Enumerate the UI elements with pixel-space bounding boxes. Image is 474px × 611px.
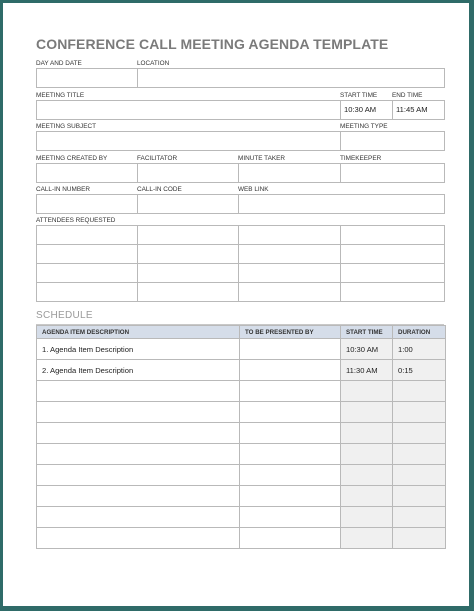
table-row — [37, 360, 446, 381]
agenda-item-description-cell[interactable]: 2. Agenda Item Description — [37, 360, 240, 381]
row-divider — [37, 263, 444, 264]
agenda-item-description-cell[interactable] — [37, 402, 240, 423]
column-divider — [340, 101, 341, 119]
duration-cell[interactable]: 1:00 — [393, 339, 446, 360]
call-in-code-label: CALL-IN CODE — [137, 186, 182, 193]
start-time-cell[interactable] — [341, 528, 393, 549]
table-row — [37, 507, 446, 528]
table-row — [37, 486, 446, 507]
duration-cell[interactable] — [393, 423, 446, 444]
presenter-cell[interactable] — [240, 360, 341, 381]
agenda-item-description-header: AGENDA ITEM DESCRIPTION — [37, 326, 240, 339]
agenda-item-description-cell[interactable] — [37, 528, 240, 549]
web-link-label: WEB LINK — [238, 186, 269, 193]
presenter-cell[interactable] — [240, 507, 341, 528]
meeting-title-label: MEETING TITLE — [36, 92, 85, 99]
row-divider — [37, 244, 444, 245]
table-row — [37, 423, 446, 444]
table-row — [37, 444, 446, 465]
presenter-cell[interactable] — [240, 339, 341, 360]
meeting-type-label: MEETING TYPE — [340, 123, 388, 130]
web-link-field[interactable] — [239, 195, 444, 213]
meeting-subject-label: MEETING SUBJECT — [36, 123, 97, 130]
duration-cell[interactable] — [393, 486, 446, 507]
minute-taker-label: MINUTE TAKER — [238, 155, 285, 162]
agenda-item-description-cell[interactable] — [37, 465, 240, 486]
to-be-presented-by-header: TO BE PRESENTED BY — [240, 326, 341, 339]
end-time-value[interactable]: 11:45 AM — [396, 105, 428, 114]
table-row — [37, 402, 446, 423]
agenda-item-description-cell[interactable] — [37, 507, 240, 528]
duration-cell[interactable] — [393, 402, 446, 423]
start-time-cell[interactable] — [341, 465, 393, 486]
start-time-cell[interactable] — [341, 507, 393, 528]
start-time-label: START TIME — [340, 92, 378, 99]
schedule-title: SCHEDULE — [36, 310, 93, 321]
table-row — [37, 528, 446, 549]
start-time-value[interactable]: 10:30 AM — [344, 105, 377, 114]
presenter-cell[interactable] — [240, 381, 341, 402]
start-time-cell[interactable]: 10:30 AM — [341, 339, 393, 360]
duration-cell[interactable]: 0:15 — [393, 360, 446, 381]
presenter-cell[interactable] — [240, 444, 341, 465]
presenter-cell[interactable] — [240, 528, 341, 549]
agenda-item-description-cell[interactable]: 1. Agenda Item Description — [37, 339, 240, 360]
schedule-header-row — [37, 326, 446, 339]
presenter-cell[interactable] — [240, 402, 341, 423]
day-and-date-field[interactable] — [37, 69, 137, 87]
agenda-item-description-cell[interactable] — [37, 444, 240, 465]
start-time-cell[interactable] — [341, 402, 393, 423]
meeting-subject-field[interactable] — [37, 132, 339, 150]
row-divider — [37, 282, 444, 283]
call-in-number-field[interactable] — [37, 195, 137, 213]
attendees-grid[interactable] — [36, 225, 445, 302]
meeting-title-field[interactable] — [37, 101, 339, 119]
agenda-item-description-cell[interactable] — [37, 381, 240, 402]
timekeeper-label: TIMEKEEPER — [340, 155, 382, 162]
schedule-table — [36, 325, 446, 549]
start-time-cell[interactable] — [341, 423, 393, 444]
call-in-number-label: CALL-IN NUMBER — [36, 186, 90, 193]
start-time-cell[interactable] — [341, 444, 393, 465]
timekeeper-field[interactable] — [341, 164, 444, 182]
location-field[interactable] — [138, 69, 444, 87]
facilitator-field[interactable] — [138, 164, 238, 182]
agenda-item-description-cell[interactable] — [37, 423, 240, 444]
column-divider — [392, 101, 393, 119]
start-time-header: START TIME — [341, 326, 393, 339]
start-time-cell[interactable] — [341, 381, 393, 402]
duration-cell[interactable] — [393, 381, 446, 402]
minute-taker-field[interactable] — [239, 164, 339, 182]
end-time-label: END TIME — [392, 92, 423, 99]
document-title: CONFERENCE CALL MEETING AGENDA TEMPLATE — [36, 36, 389, 52]
start-time-cell[interactable] — [341, 486, 393, 507]
table-row — [37, 381, 446, 402]
facilitator-label: FACILITATOR — [137, 155, 178, 162]
duration-cell[interactable] — [393, 444, 446, 465]
presenter-cell[interactable] — [240, 465, 341, 486]
table-row — [37, 465, 446, 486]
meeting-type-field[interactable] — [341, 132, 444, 150]
document-page — [3, 3, 469, 606]
start-time-cell[interactable]: 11:30 AM — [341, 360, 393, 381]
table-row — [37, 339, 446, 360]
meeting-created-by-label: MEETING CREATED BY — [36, 155, 108, 162]
presenter-cell[interactable] — [240, 423, 341, 444]
day-and-date-label: DAY AND DATE — [36, 60, 82, 67]
attendees-requested-label: ATTENDEES REQUESTED — [36, 217, 116, 224]
call-in-code-field[interactable] — [138, 195, 238, 213]
meeting-created-by-field[interactable] — [37, 164, 137, 182]
duration-cell[interactable] — [393, 465, 446, 486]
duration-header: DURATION — [393, 326, 446, 339]
duration-cell[interactable] — [393, 507, 446, 528]
presenter-cell[interactable] — [240, 486, 341, 507]
agenda-item-description-cell[interactable] — [37, 486, 240, 507]
location-label: LOCATION — [137, 60, 170, 67]
duration-cell[interactable] — [393, 528, 446, 549]
